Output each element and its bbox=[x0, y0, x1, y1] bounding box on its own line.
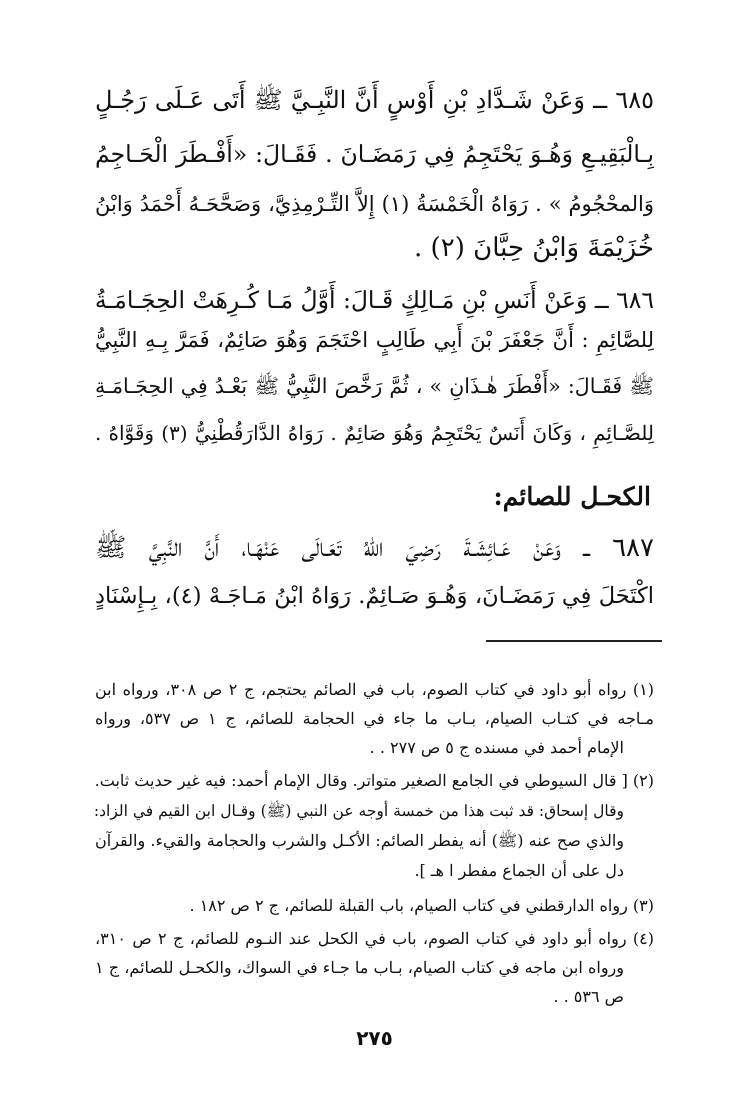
footnote-2-line-4: دل على أن الجماع مفطر ا هـ ]. bbox=[414, 861, 624, 880]
footnote-2-line-2: وقال إسحاق: قد ثبت هذا من خمسة أوجه عن النبي (ﷺ) وقـال ابن القيم في الزاد: bbox=[93, 802, 624, 820]
hadith-685-line-2: بِـالْبَقِيـعِ وَهُـوَ يَحْتَجِمُ فِي رَمَضَـانَ . فَقَـالَ: «أَفْـطَرَ الْحَـاجِمُ bbox=[95, 140, 654, 168]
hadith-686-line-3: ﷺ فَقَـالَ: «أَفْطَرَ هٰـذَانِ » ، ثُمَّ رَخَّصَ النَّبِيُّ ﷺ بَعْـدُ فِي الحِجَـامَـةِ bbox=[95, 374, 654, 398]
footnote-separator bbox=[486, 640, 662, 642]
footnote-1-line-1: (١) رواه أبو داود في كتاب الصوم، باب في الصائم يحتجم، ج ٢ ص ٣٠٨، ورواه ابن bbox=[95, 680, 655, 699]
footnote-4-line-3: ص ٥٣٦ . . bbox=[553, 987, 624, 1006]
footnote-4-line-1: (٤) رواه أبو داود في كتاب الصوم، باب في الكحل عند النـوم للصائم، ج ٢ ص ٣١٠، bbox=[95, 929, 655, 948]
hadith-687-line-2: اكْتَحَلَ فِي رَمَضَـانَ، وَهُـوَ صَـائِمٌ. رَوَاهُ ابْنُ مَـاجَـهْ (٤)، بِـإِسْنَادٍ bbox=[95, 583, 655, 609]
page-number: ٢٧٥ bbox=[356, 1026, 393, 1050]
footnote-3: (٣) رواه الدارقطني في كتاب الصيام، باب القبلة للصائم، ج ٢ ص ١٨٢ . bbox=[189, 896, 654, 915]
hadith-686-line-4: لِلصَّـائِمِ ، وَكَانَ أَنَسٌ يَحْتَجِمُ وَهُوَ صَائِمٌ . رَوَاهُ الدَّارَقُطْنِيُّ (٣) وَقَوَّاهُ . bbox=[95, 421, 654, 445]
footnote-4-line-2: ورواه ابن ماجه في كتاب الصيام، بـاب ما جـاء في السواك، والكحـل للصائم، ج ١ bbox=[95, 958, 624, 977]
footnote-1-line-2: مـاجه في كتـاب الصيام، بـاب ما جاء في الحجامة للصائم، ج ١ ص ٥٣٧، ورواه bbox=[95, 709, 655, 728]
hadith-685-line-1: ٦٨٥ ــ وَعَنْ شَـدَّادِ بْنِ أَوْسٍ أَنَّ النَّبِـيَّ ﷺ أَتَى عَـلَى رَجُـلٍ bbox=[95, 86, 654, 114]
hadith-686-line-2: لِلصَّائِمِ : أَنَّ جَعْفَرَ بْنَ أَبِي طَالِبٍ احْتَجَمَ وَهُوَ صَائِمٌ، فَمَرَّ بِـهِ النَّبِيُّ bbox=[95, 328, 654, 352]
hadith-685-line-3: وَالمحْجُومُ » . رَوَاهُ الْخَمْسَةُ (١) إِلاَّ التِّـرْمِذِيَّ، وَصَحَّحَـهُ أَحْمَدُ وَابْنُ bbox=[95, 192, 654, 216]
footnote-2-line-1: (٢) [ قال السيوطي في الجامع الصغير متواتر. وقال الإمام أحمد: فيه غير حديث ثابت. bbox=[94, 771, 654, 790]
footnote-2-line-3: والذي صح عنه (ﷺ) أنه يفطر الصائم: الأكـل والشرب والحجامة والقيء. والقرآن bbox=[95, 831, 624, 850]
hadith-687-line-1: ٦٨٧ ــ وَعَنْ عَـائِشَـةَ رَضِيَ اللهُ تَعَـالَى عَنْهَـا، أَنَّ النَّبِيَّ ﷺ bbox=[95, 533, 654, 563]
hadith-686-line-1: ٦٨٦ ــ وَعَنْ أَنَسِ بْنِ مَـالِكٍ قَـالَ: أَوَّلُ مَـا كُـرِهَتْ الحِجَـامَـةُ bbox=[94, 286, 654, 314]
hadith-685-line-4: خُزَيْمَةَ وَابْنُ حِبَّانَ (٢) . bbox=[414, 233, 654, 263]
section-heading: الكحـل للصائم: bbox=[493, 482, 651, 511]
footnote-1-line-3: الإمام أحمد في مسنده ج ٥ ص ٢٧٧ . . bbox=[369, 738, 624, 757]
